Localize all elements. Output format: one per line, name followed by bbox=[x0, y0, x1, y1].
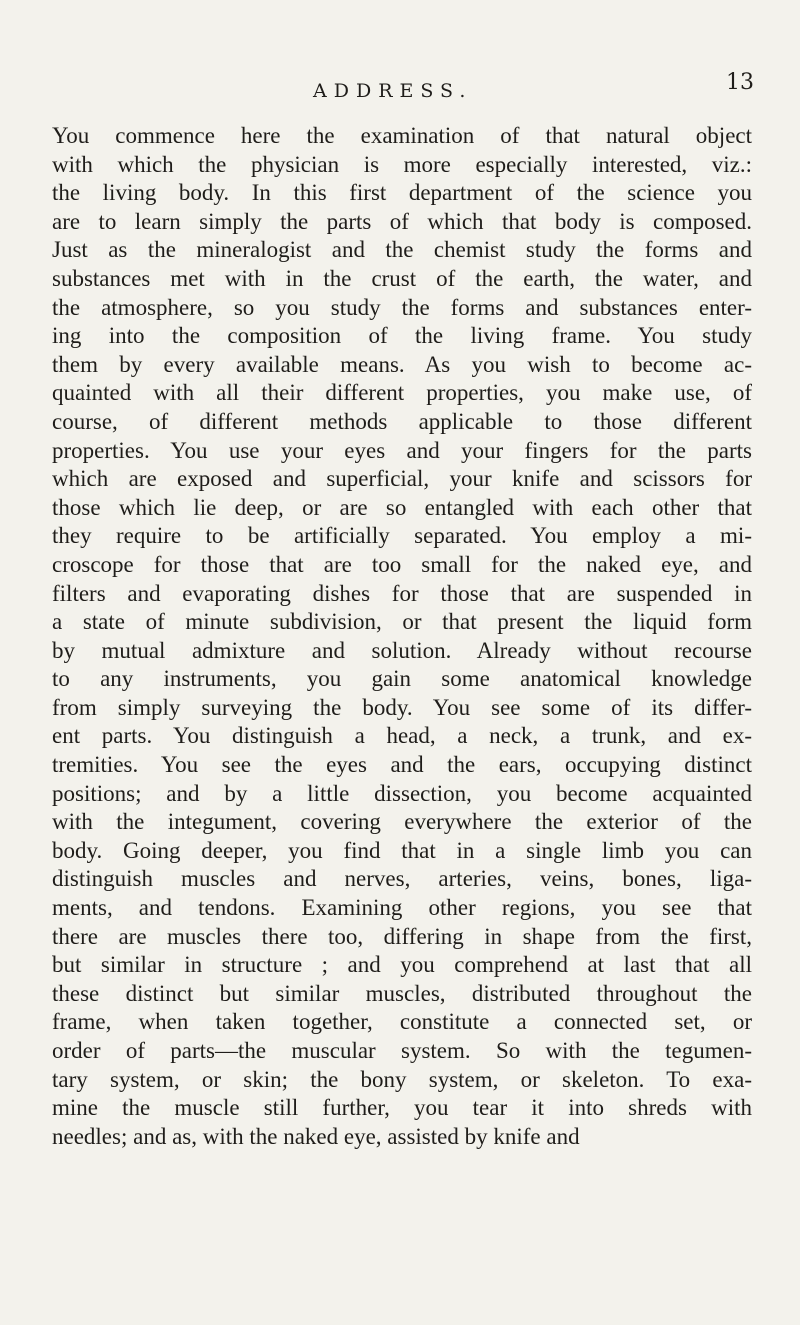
text-line: the living body. In this first department of the science you bbox=[52, 180, 752, 206]
text-line: filters and evaporating dishes for those that are suspended in bbox=[52, 580, 752, 606]
text-line: these distinct but similar muscles, distributed throughout the bbox=[52, 980, 752, 1006]
text-line: which are exposed and superficial, your knife and scissors for bbox=[52, 466, 752, 492]
text-line: You commence here the examination of that natural object bbox=[52, 123, 752, 148]
text-line: mine the muscle still further, you tear it into shreds with bbox=[52, 1095, 752, 1121]
text-line: properties. You use your eyes and your fingers for the parts bbox=[52, 437, 752, 463]
text-line: needles; and as, with the naked eye, assisted by knife and bbox=[52, 1123, 580, 1149]
text-line: order of parts—the muscular system. So with the tegumen- bbox=[52, 1038, 752, 1063]
text-line: croscope for those that are too small for the naked eye, and bbox=[52, 551, 752, 577]
text-line: body. Going deeper, you find that in a single limb you can bbox=[52, 837, 752, 863]
text-line: tremities. You see the eyes and the ears, occupying distinct bbox=[52, 752, 752, 778]
running-head bbox=[0, 70, 800, 106]
text-line: distinguish muscles and nerves, arteries, veins, bones, liga- bbox=[52, 866, 752, 892]
text-line: there are muscles there too, differing in shape from the first, bbox=[52, 923, 752, 949]
text-line: with the integument, covering everywhere the exterior of the bbox=[52, 809, 752, 835]
text-line: with which the physician is more especially interested, viz.: bbox=[52, 151, 752, 177]
text-line: are to learn simply the parts of which that body is composed. bbox=[52, 208, 752, 234]
text-line: the atmosphere, so you study the forms and substances enter- bbox=[52, 294, 752, 320]
text-line: a state of minute subdivision, or that present the liquid form bbox=[52, 609, 752, 635]
text-line: frame, when taken together, constitute a connected set, or bbox=[52, 1009, 752, 1035]
text-line: those which lie deep, or are so entangled with each other that bbox=[52, 494, 752, 520]
text-line: quainted with all their different properties, you make use, of bbox=[52, 380, 752, 406]
page-number: 13 bbox=[726, 70, 754, 95]
text-line: ent parts. You distinguish a head, a neck, a trunk, and ex- bbox=[52, 723, 752, 749]
body-text bbox=[52, 122, 752, 1151]
text-line: substances met with in the crust of the earth, the water, and bbox=[52, 265, 752, 291]
text-line: them by every available means. As you wish to become ac- bbox=[52, 351, 752, 377]
text-line: Just as the mineralogist and the chemist study the forms and bbox=[52, 237, 752, 263]
text-line: but similar in structure ; and you comprehend at last that all bbox=[52, 952, 752, 978]
text-line: positions; and by a little dissection, you become acquainted bbox=[52, 780, 752, 806]
text-line: ing into the composition of the living frame. You study bbox=[52, 323, 752, 349]
text-line: by mutual admixture and solution. Already without recourse bbox=[52, 637, 752, 663]
text-line: tary system, or skin; the bony system, or skeleton. To exa- bbox=[52, 1066, 752, 1092]
text-line: ments, and tendons. Examining other regions, you see that bbox=[52, 895, 752, 921]
text-line: from simply surveying the body. You see some of its differ- bbox=[52, 694, 752, 720]
text-line: course, of different methods applicable to those different bbox=[52, 408, 752, 434]
text-line: to any instruments, you gain some anatomical knowledge bbox=[52, 666, 752, 692]
text-line: they require to be artificially separated. You employ a mi- bbox=[52, 523, 752, 549]
running-head-title: ADDRESS. bbox=[313, 80, 473, 102]
